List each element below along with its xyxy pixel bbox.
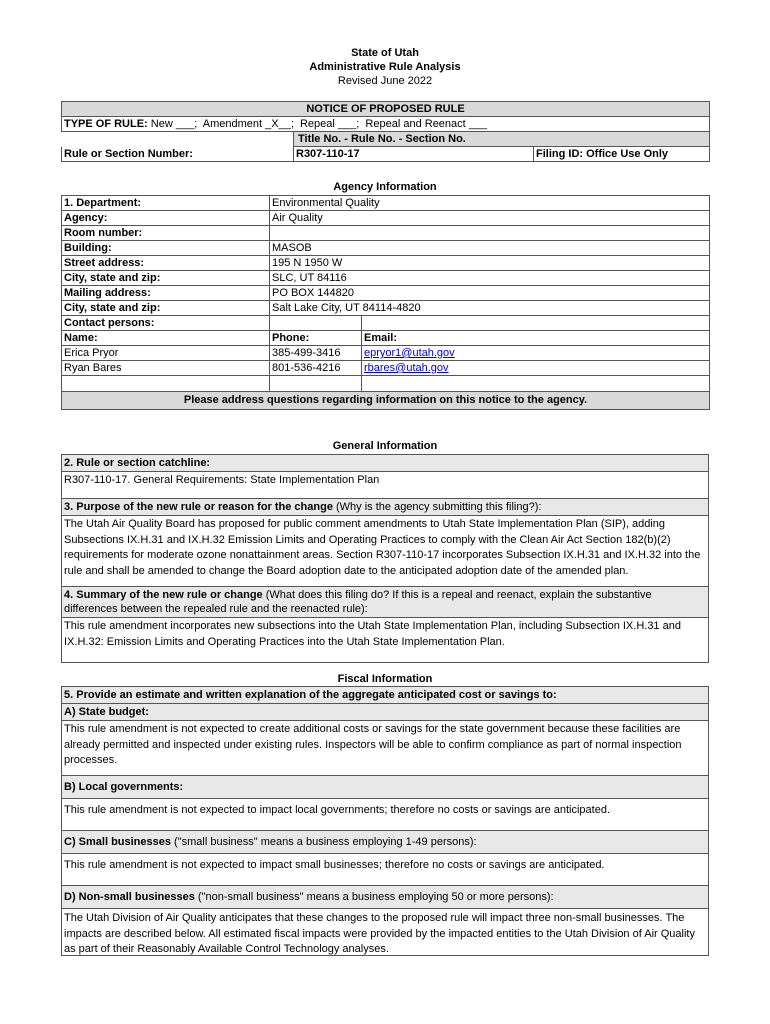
catchline-answer: R307-110-17. General Requirements: State Implementation Plan — [64, 474, 380, 486]
type-of-rule — [62, 117, 710, 132]
purpose-box — [61, 498, 709, 587]
agency-row-value: Air Quality — [270, 211, 710, 226]
summary-question — [62, 587, 708, 618]
general-heading: General Information — [332, 440, 438, 452]
col-phone: Phone: — [270, 331, 362, 346]
col-email: Email: — [362, 331, 710, 346]
agency-row-label: Building: — [62, 241, 270, 256]
agency-row — [62, 271, 710, 286]
agency-row — [62, 301, 710, 316]
agency-row-label: Room number: — [62, 226, 270, 241]
agency-row-value — [270, 226, 710, 241]
agency-row-value: SLC, UT 84116 — [270, 271, 710, 286]
agency-row — [62, 226, 710, 241]
contact-persons-label: Contact persons: — [62, 316, 270, 331]
purpose-question-rest: (Why is the agency submitting this filing?): — [332, 501, 542, 513]
small-business-answer: This rule amendment is not expected to impact small businesses; therefore no costs or savings are anticipated. — [62, 854, 708, 886]
agency-row-label: Mailing address: — [62, 286, 270, 301]
agency-row — [62, 256, 710, 271]
agency-row — [62, 211, 710, 226]
purpose-answer: The Utah Air Quality Board has proposed for public comment amendments to Utah State Implementation Plan (SIP), adding Subsections IX.H.31 and IX.H.32 Emission Limits and Operating Practices to comply with the Clean Air Act Section 182(b)(2) requirements for moderate ozone nonattainment areas. Section R307-110-17 incorporates Subsection IX.H.31 and IX.H.32 into the rule and shall be amended to change the Board adoption date to the anticipated adoption date of the amended plan. — [64, 518, 701, 577]
non-small-business-question — [62, 886, 708, 909]
agency-heading: Agency Information — [333, 181, 437, 193]
non-small-business-question-bold: D) Non-small businesses — [64, 891, 195, 903]
summary-box — [61, 586, 709, 663]
agency-note: Please address questions regarding information on this notice to the agency. — [62, 392, 710, 410]
catchline-question: 2. Rule or section catchline: — [62, 455, 708, 472]
agency-row-value: 195 N 1950 W — [270, 256, 710, 271]
agency-row — [62, 286, 710, 301]
agency-row-label: Agency: — [62, 211, 270, 226]
non-small-business-question-rest: ("non-small business" means a business employing 50 or more persons): — [194, 891, 554, 903]
title-no-label: Title No. - Rule No. - Section No. — [294, 132, 710, 147]
summary-question-rest: (What does this filing do? If this is a repeal and reenact, explain the substantive differences between the repealed rule and the reenacted rule): — [64, 589, 652, 615]
summary-question-bold: 4. Summary of the new rule or change — [64, 589, 263, 601]
col-name: Name: — [62, 331, 270, 346]
agency-row-value: Salt Lake City, UT 84114-4820 — [270, 301, 710, 316]
small-business-question — [62, 831, 708, 854]
doc-state: State of Utah — [351, 47, 419, 59]
small-business-question-bold: C) Small businesses — [64, 836, 171, 848]
doc-title: Administrative Rule Analysis — [309, 61, 461, 73]
agency-row — [62, 241, 710, 256]
contact-email-link[interactable]: epryor1@utah.gov — [364, 347, 455, 359]
agency-row-label: City, state and zip: — [62, 271, 270, 286]
contact-name: Erica Pryor — [62, 346, 270, 361]
doc-revised: Revised June 2022 — [337, 75, 433, 87]
catchline-box — [61, 454, 709, 499]
summary-answer: This rule amendment incorporates new subsections into the Utah State Implementation Plan, including Subsection IX.H.31 and IX.H.32: Emission Limits and Operating Practices into the Utah State Implementation Plan. — [64, 620, 681, 648]
contact-phone: 385-499-3416 — [270, 346, 362, 361]
type-label: TYPE OF RULE: — [64, 118, 148, 130]
type-value: New ___; Amendment _X__; Repeal ___; Repeal and Reenact ___ — [147, 118, 488, 130]
contact-name: Ryan Bares — [62, 361, 270, 376]
non-small-business-answer: The Utah Division of Air Quality anticipates that these changes to the proposed rule will impact three non-small businesses. The impacts are described below. All estimated fiscal impacts were provided by the impacted entities to the Utah Division of Air Quality as part of their Reasonably Available Control Technology analyses. — [64, 912, 695, 955]
rule-number-value: R307-110-17 — [294, 147, 534, 162]
local-gov-question: B) Local governments: — [62, 776, 708, 799]
purpose-question — [62, 499, 708, 516]
rule-number-label: Rule or Section Number: — [62, 147, 294, 162]
notice-title: NOTICE OF PROPOSED RULE — [62, 102, 710, 117]
agency-row-value: MASOB — [270, 241, 710, 256]
fiscal-box — [61, 686, 709, 956]
small-business-question-rest: ("small business" means a business employing 1-49 persons): — [171, 836, 477, 848]
agency-row-value: Environmental Quality — [270, 196, 710, 211]
agency-row-label: City, state and zip: — [62, 301, 270, 316]
local-gov-answer: This rule amendment is not expected to impact local governments; therefore no costs or savings are anticipated. — [62, 799, 708, 831]
state-budget-answer: This rule amendment is not expected to create additional costs or savings for the state government because these facilities are already permitted and inspected under existing rules. Inspectors will be able to confirm compliance as part of normal inspection processes. — [62, 721, 708, 776]
contact-row — [62, 361, 710, 376]
fiscal-question: 5. Provide an estimate and written explanation of the aggregate anticipated cost or savings to: — [62, 687, 708, 704]
agency-row-value: PO BOX 144820 — [270, 286, 710, 301]
agency-row-label: 1. Department: — [62, 196, 270, 211]
notice-table — [61, 101, 710, 162]
filing-id: Filing ID: Office Use Only — [534, 147, 710, 162]
agency-row — [62, 196, 710, 211]
contact-row — [62, 346, 710, 361]
state-budget-question: A) State budget: — [62, 704, 708, 721]
agency-table — [61, 195, 710, 410]
agency-row-label: Street address: — [62, 256, 270, 271]
contact-phone: 801-536-4216 — [270, 361, 362, 376]
purpose-question-bold: 3. Purpose of the new rule or reason for the change — [64, 501, 333, 513]
contact-email-link[interactable]: rbares@utah.gov — [364, 362, 449, 374]
fiscal-heading: Fiscal Information — [337, 673, 433, 685]
